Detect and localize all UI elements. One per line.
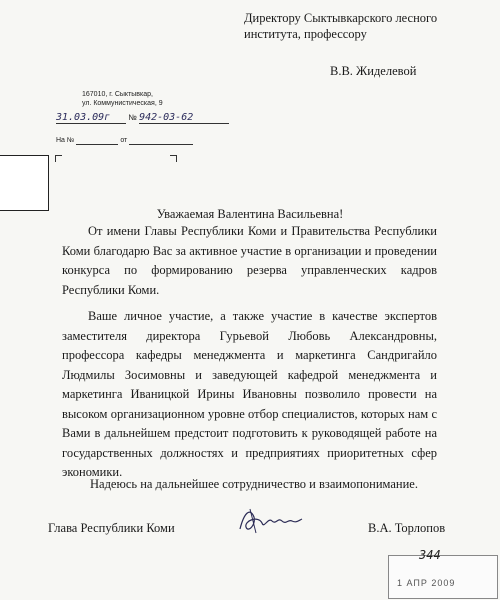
- addressee-name: В.В. Жиделевой: [330, 64, 417, 78]
- address-window-corner-left: [55, 155, 62, 162]
- registration-number: 942-03-62: [139, 112, 229, 124]
- paragraph-1: От имени Главы Республики Коми и Правительства Республики Коми благодарю Вас за активное участие в организации и проведении конкурса по формированию резерва управленческих кадров Республики Коми.: [62, 224, 437, 297]
- reference-ot-label: от: [120, 137, 128, 144]
- stamp-date: 1 АПР 2009: [397, 578, 456, 588]
- signoff-name: В.А. Торлопов: [368, 521, 446, 535]
- reference-na-label: На №: [56, 137, 75, 144]
- salutation: Уважаемая Валентина Васильевна!: [156, 207, 344, 221]
- registration-line: [56, 112, 229, 124]
- paragraph-3: Надеюсь на дальнейшее сотрудничество и взаимопонимание.: [90, 477, 418, 491]
- sender-address-line2: ул. Коммунистическая, 9: [82, 100, 163, 107]
- sender-address-line1: 167010, г. Сыктывкар,: [82, 91, 153, 98]
- sender-address: [82, 90, 163, 108]
- handwritten-signature: [236, 503, 306, 537]
- address-window-corner-right: [170, 155, 177, 162]
- binding-box: [0, 155, 49, 211]
- reference-date-blank: [129, 137, 193, 145]
- signoff-title: Глава Республики Коми: [48, 521, 175, 535]
- addressee-block: [244, 10, 444, 42]
- registration-no-label: №: [128, 113, 137, 122]
- stamp-number: 344: [419, 548, 441, 562]
- reference-number-blank: [76, 137, 118, 145]
- reference-line: [56, 137, 193, 145]
- paragraph-2: Ваше личное участие, а также участие в качестве экспертов заместителя директора Гурьевой Любовь Александровны, профессора кафедры менеджмента и маркетинга Сандригайло Людмилы Зосимовны и заведующей кафедрой менеджмента и маркетинга Иваницкой Ирины Ивановны позволило провести на высоком организационном уровне отбор специалистов, которых нам с Вами в дальнейшем предстоит подготовить к руководящей работе на государственных должностях и предприятиях приоритетных сфер экономики.: [62, 309, 437, 479]
- incoming-stamp: [388, 548, 498, 599]
- registration-date: 31.03.09г: [56, 112, 126, 124]
- addressee-position: Директору Сыктывкарского лесного института, профессору: [244, 11, 438, 41]
